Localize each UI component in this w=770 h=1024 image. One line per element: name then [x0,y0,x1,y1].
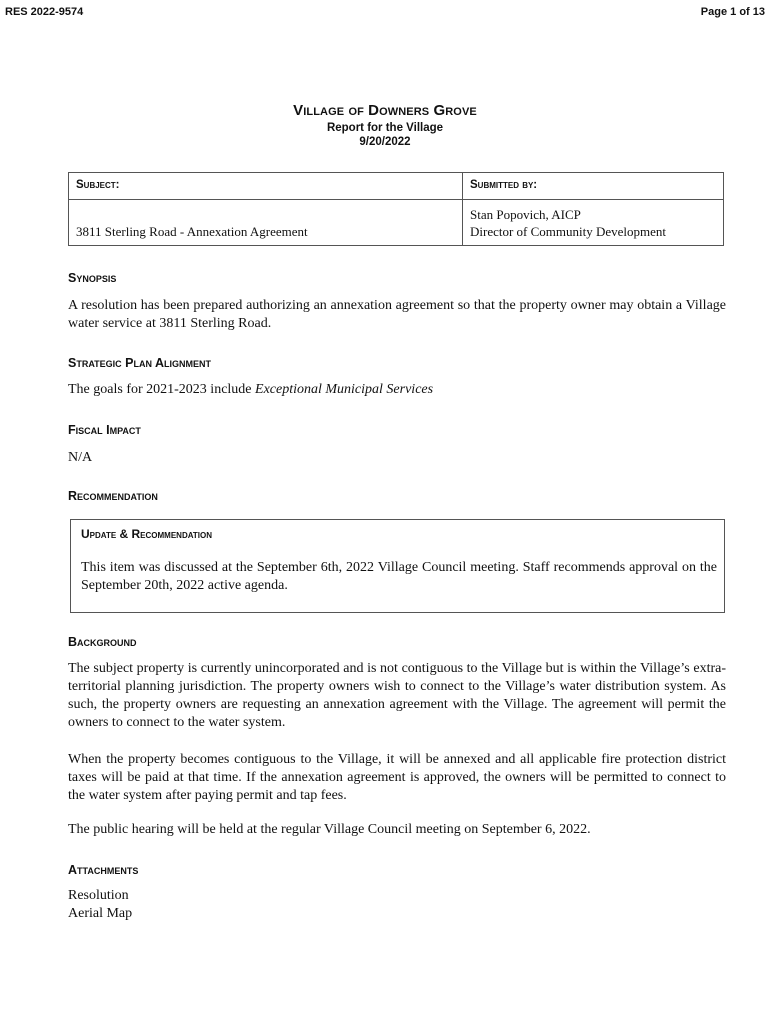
document-number: RES 2022-9574 [5,6,84,18]
strategic-plan-emphasis: Exceptional Municipal Services [255,382,434,397]
document-title: Village of Downers Grove [293,102,477,119]
submitter-title: Director of Community Development [470,224,667,239]
fiscal-impact-text: N/A [68,450,93,465]
background-paragraph-1: The subject property is currently unincorporated and is not contiguous to the Village but is within the Village’s extra-territorial planning jurisdiction. The property owners wish to connect to the Village’s water distribution system. As such, the property owners are requesting an annexation agreement with the Village. The agreement will permit the owners to connect to the water system. [68,661,726,730]
document-subtitle: Report for the Village [326,122,444,134]
attachment-aerial-map: Aerial Map [68,906,133,921]
document-date: 9/20/2022 [359,136,411,148]
synopsis-text: A resolution has been prepared authorizing an annexation agreement so that the property owner may obtain a Village water service at 3811 Sterling Road. [68,298,726,331]
fiscal-impact-heading: Fiscal Impact [68,423,141,437]
subject-value: 3811 Sterling Road - Annexation Agreement [76,224,308,239]
page-indicator: Page 1 of 13 [700,6,765,18]
submitted-by-label: Submitted by: [470,179,538,191]
background-paragraph-3: The public hearing will be held at the regular Village Council meeting on September 6, 2022. [68,822,591,837]
table-row-divider [69,199,723,200]
background-paragraph-2: When the property becomes contiguous to the Village, it will be annexed and all applicable fire protection district taxes will be paid at that time. If the annexation agreement is approved, the owners will be permitted to connect to the water system after paying permit and tap fees. [68,752,726,803]
subject-label: Subject: [76,179,120,191]
background-heading: Background [68,635,137,649]
submitter-name: Stan Popovich, AICP [470,207,581,222]
recommendation-heading: Recommendation [68,489,158,503]
attachments-list [68,887,132,923]
update-recommendation-heading: Update & Recommendation [81,527,213,541]
attachment-resolution: Resolution [68,888,129,903]
strategic-plan-text [68,381,726,399]
strategic-plan-heading: Strategic Plan Alignment [68,356,212,370]
recommendation-box [70,519,725,613]
recommendation-text: This item was discussed at the September 6th, 2022 Village Council meeting. Staff recommends approval on the September 20th, 2022 active agenda. [81,560,717,593]
strategic-plan-prefix: The goals for 2021-2023 include [68,382,256,397]
table-column-divider [462,173,463,245]
title-block [0,101,770,149]
attachments-heading: Attachments [68,863,139,877]
synopsis-heading: Synopsis [68,271,117,285]
subject-table [68,172,724,246]
